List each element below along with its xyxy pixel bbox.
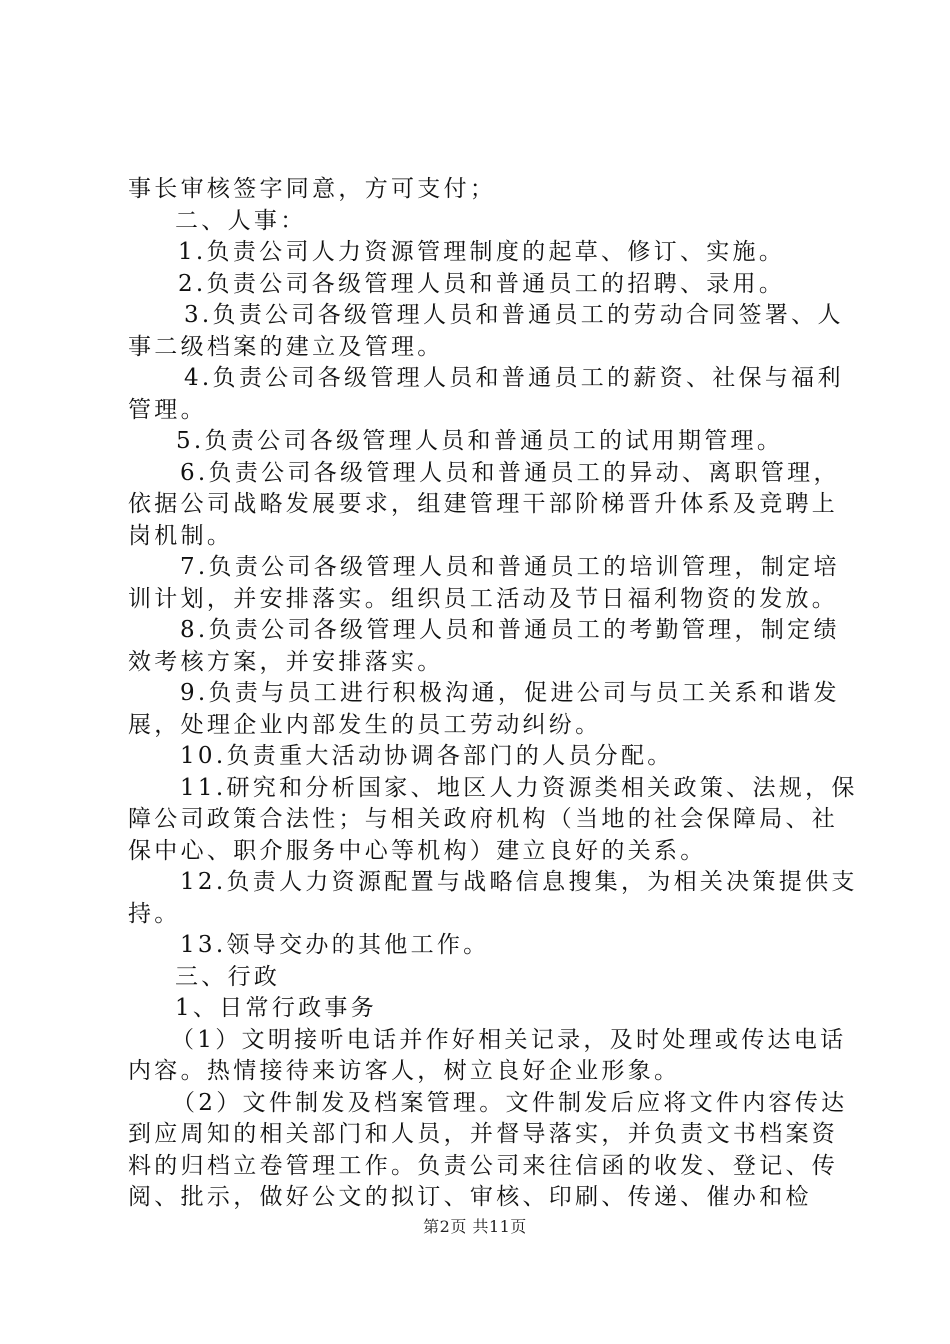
- text-line: 到应周知的相关部门和人员，并督导落实，并负责文书档案资: [128, 1121, 839, 1147]
- text-line: 13.领导交办的其他工作。: [180, 932, 490, 958]
- text-line: 事二级档案的建立及管理。: [128, 333, 444, 360]
- text-line: 内容。热情接待来访客人，树立良好企业形象。: [128, 1058, 681, 1084]
- text-line: 料的归档立卷管理工作。负责公司来往信函的收发、登记、传: [128, 1152, 839, 1179]
- text-line: 3.负责公司各级管理人员和普通员工的劳动合同签署、人: [184, 302, 844, 328]
- subsection-heading: 1、日常行政事务: [175, 995, 378, 1021]
- text-line: 10.负责重大活动协调各部门的人员分配。: [180, 743, 674, 769]
- text-line: 训计划，并安排落实。组织员工活动及节日福利物资的发放。: [128, 585, 839, 612]
- text-line: 8.负责公司各级管理人员和普通员工的考勤管理，制定绩: [180, 617, 840, 643]
- text-line: 依据公司战略发展要求，组建管理干部阶梯晋升体系及竞聘上: [128, 491, 839, 517]
- text-line: 11.研究和分析国家、地区人力资源类相关政策、法规，保: [180, 774, 858, 801]
- text-line: 4.负责公司各级管理人员和普通员工的薪资、社保与福利: [184, 365, 844, 391]
- text-line: 管理。: [128, 396, 207, 423]
- text-line: （2）文件制发及档案管理。文件制发后应将文件内容传达: [172, 1089, 848, 1116]
- text-line: 阅、批示，做好公文的拟订、审核、印刷、传递、催办和检: [128, 1184, 812, 1210]
- text-line: 7.负责公司各级管理人员和普通员工的培训管理，制定培: [180, 554, 840, 580]
- text-line: 岗机制。: [128, 522, 234, 549]
- text-line: 6.负责公司各级管理人员和普通员工的异动、离职管理，: [180, 459, 840, 486]
- text-line: 9.负责与员工进行积极沟通，促进公司与员工关系和谐发: [180, 680, 840, 706]
- text-line: 保中心、职介服务中心等机构）建立良好的关系。: [128, 837, 707, 864]
- text-line: 效考核方案，并安排落实。: [128, 648, 444, 675]
- document-body: [128, 174, 858, 1214]
- text-line: 5.负责公司各级管理人员和普通员工的试用期管理。: [176, 428, 784, 454]
- page-number-footer: 第2页 共11页: [423, 1217, 527, 1236]
- section-heading: 二、人事：: [175, 207, 307, 234]
- text-line: （1）文明接听电话并作好相关记录，及时处理或传达电话: [171, 1026, 847, 1053]
- text-line: 展，处理企业内部发生的员工劳动纠纷。: [128, 711, 602, 738]
- text-line: 持。: [128, 900, 181, 927]
- text-line: 1.负责公司人力资源管理制度的起草、修订、实施。: [178, 239, 786, 265]
- text-line: 事长审核签字同意，方可支付；: [128, 176, 497, 202]
- section-heading: 三、行政: [175, 963, 281, 990]
- text-line: 12.负责人力资源配置与战略信息搜集，为相关决策提供支: [180, 869, 858, 895]
- text-line: 障公司政策合法性；与相关政府机构（当地的社会保障局、社: [128, 806, 839, 832]
- text-line: 2.负责公司各级管理人员和普通员工的招聘、录用。: [178, 270, 786, 297]
